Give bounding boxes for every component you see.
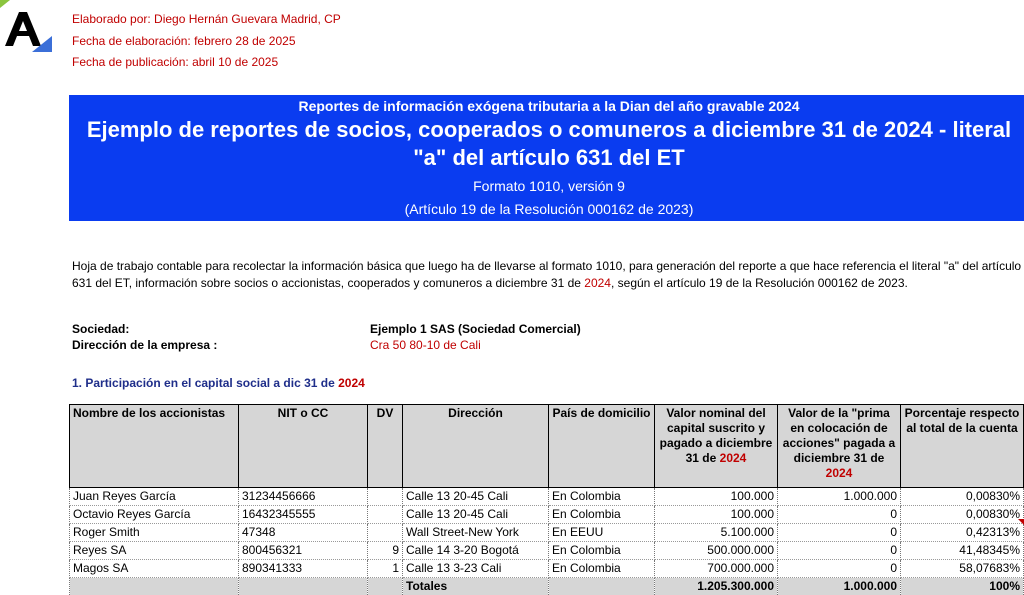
intro-text-1: Hoja de trabajo contable para recolectar la información básica que luego ha de llevarse al formato 1010, para generación del reporte a que hace referencia el literal "a" del artículo 631 del ET, información sobre socios o accionistas, cooperados y comuneros a diciembre 31 de bbox=[72, 259, 1021, 290]
cell-direccion[interactable]: Calle 14 3-20 Bogotá bbox=[403, 542, 549, 560]
col-prima-year: 2024 bbox=[826, 466, 853, 480]
cell-dv[interactable]: 9 bbox=[368, 542, 403, 560]
table-row bbox=[70, 488, 1024, 506]
logo-icon bbox=[0, 0, 60, 60]
cell-dv[interactable] bbox=[368, 488, 403, 506]
sociedad-value: Ejemplo 1 SAS (Sociedad Comercial) bbox=[370, 322, 581, 336]
section-title bbox=[72, 376, 365, 390]
cell-direccion[interactable]: Calle 13 20-45 Cali bbox=[403, 506, 549, 524]
cell-pct[interactable]: 41,48345% bbox=[901, 542, 1024, 560]
col-porcentaje: Porcentaje respecto al total de la cuenta bbox=[901, 405, 1024, 488]
banner-subtitle: Reportes de información exógena tributaria a la Dian del año gravable 2024 bbox=[69, 98, 1024, 114]
cell-nit[interactable]: 16432345555 bbox=[239, 506, 368, 524]
cell-dv[interactable] bbox=[368, 506, 403, 524]
sociedad-label: Sociedad: bbox=[72, 322, 129, 336]
cell-nombre[interactable]: Juan Reyes García bbox=[70, 488, 239, 506]
cell-prima[interactable]: 1.000.000 bbox=[778, 488, 901, 506]
table-row bbox=[70, 560, 1024, 578]
totals-label: Totales bbox=[403, 578, 549, 595]
col-valor-nominal-text: Valor nominal del capital suscrito y pagado a diciembre 31 de bbox=[660, 406, 773, 465]
fecha-elaboracion: Fecha de elaboración: febrero 28 de 2025 bbox=[72, 34, 296, 48]
totals-row bbox=[70, 578, 1024, 595]
intro-year: 2024 bbox=[584, 276, 611, 290]
capital-table bbox=[69, 404, 1024, 595]
totals-empty bbox=[70, 578, 239, 595]
cell-nit[interactable]: 31234456666 bbox=[239, 488, 368, 506]
fecha-publicacion: Fecha de publicación: abril 10 de 2025 bbox=[72, 55, 278, 69]
totals-empty bbox=[239, 578, 368, 595]
col-prima bbox=[778, 405, 901, 488]
cell-nombre[interactable]: Octavio Reyes García bbox=[70, 506, 239, 524]
cell-nombre[interactable]: Reyes SA bbox=[70, 542, 239, 560]
table-row bbox=[70, 542, 1024, 560]
cell-valor[interactable]: 100.000 bbox=[655, 506, 778, 524]
totals-empty bbox=[549, 578, 655, 595]
cell-pais[interactable]: En Colombia bbox=[549, 506, 655, 524]
cell-valor[interactable]: 700.000.000 bbox=[655, 560, 778, 578]
cell-nombre[interactable]: Magos SA bbox=[70, 560, 239, 578]
cell-prima[interactable]: 0 bbox=[778, 506, 901, 524]
col-nombre: Nombre de los accionistas bbox=[70, 405, 239, 488]
cell-direccion[interactable]: Calle 13 20-45 Cali bbox=[403, 488, 549, 506]
cell-direccion[interactable]: Wall Street-New York bbox=[403, 524, 549, 542]
elaborado-por: Elaborado por: Diego Hernán Guevara Madrid, CP bbox=[72, 12, 341, 26]
comment-indicator[interactable] bbox=[1018, 519, 1024, 525]
section-title-text: 1. Participación en el capital social a dic 31 de bbox=[72, 376, 338, 390]
cell-prima[interactable]: 0 bbox=[778, 542, 901, 560]
section-year: 2024 bbox=[338, 376, 365, 390]
title-banner bbox=[69, 95, 1024, 221]
cell-prima[interactable]: 0 bbox=[778, 524, 901, 542]
banner-title-line2: "a" del artículo 631 del ET bbox=[69, 145, 1024, 171]
cell-prima[interactable]: 0 bbox=[778, 560, 901, 578]
cell-direccion[interactable]: Calle 13 3-23 Cali bbox=[403, 560, 549, 578]
direccion-label: Dirección de la empresa : bbox=[72, 338, 217, 352]
cell-pct[interactable]: 58,07683% bbox=[901, 560, 1024, 578]
cell-nit[interactable]: 890341333 bbox=[239, 560, 368, 578]
intro-text-2: , según el artículo 19 de la Resolución 000162 de 2023. bbox=[611, 276, 908, 290]
cell-pct[interactable]: 0,42313% bbox=[901, 524, 1024, 542]
banner-articulo: (Artículo 19 de la Resolución 000162 de 2023) bbox=[69, 201, 1024, 217]
col-dv: DV bbox=[368, 405, 403, 488]
col-valor-nominal-year: 2024 bbox=[720, 451, 747, 465]
cell-pct[interactable]: 0,00830% bbox=[901, 506, 1024, 524]
col-prima-text: Valor de la "prima en colocación de acciones" pagada a diciembre 31 de bbox=[783, 406, 895, 465]
banner-formato: Formato 1010, versión 9 bbox=[69, 178, 1024, 194]
cell-pais[interactable]: En Colombia bbox=[549, 542, 655, 560]
cell-dv[interactable] bbox=[368, 524, 403, 542]
table-row bbox=[70, 524, 1024, 542]
cell-pais[interactable]: En Colombia bbox=[549, 488, 655, 506]
cell-valor[interactable]: 5.100.000 bbox=[655, 524, 778, 542]
table-header-row bbox=[70, 405, 1024, 488]
col-valor-nominal bbox=[655, 405, 778, 488]
cell-nit[interactable]: 47348 bbox=[239, 524, 368, 542]
cell-dv[interactable]: 1 bbox=[368, 560, 403, 578]
cell-pais[interactable]: En Colombia bbox=[549, 560, 655, 578]
cell-nit[interactable]: 800456321 bbox=[239, 542, 368, 560]
totals-porcentaje: 100% bbox=[901, 578, 1024, 595]
totals-valor: 1.205.300.000 bbox=[655, 578, 778, 595]
intro-paragraph bbox=[72, 258, 1024, 292]
totals-empty bbox=[368, 578, 403, 595]
table-row bbox=[70, 506, 1024, 524]
banner-title-line1: Ejemplo de reportes de socios, cooperados o comuneros a diciembre 31 de 2024 - literal bbox=[69, 117, 1024, 143]
col-nit: NIT o CC bbox=[239, 405, 368, 488]
col-direccion: Dirección bbox=[403, 405, 549, 488]
direccion-value: Cra 50 80-10 de Cali bbox=[370, 338, 481, 352]
cell-nombre[interactable]: Roger Smith bbox=[70, 524, 239, 542]
cell-pct[interactable]: 0,00830% bbox=[901, 488, 1024, 506]
cell-pais[interactable]: En EEUU bbox=[549, 524, 655, 542]
cell-valor[interactable]: 500.000.000 bbox=[655, 542, 778, 560]
col-pais: País de domicilio bbox=[549, 405, 655, 488]
totals-prima: 1.000.000 bbox=[778, 578, 901, 595]
cell-valor[interactable]: 100.000 bbox=[655, 488, 778, 506]
